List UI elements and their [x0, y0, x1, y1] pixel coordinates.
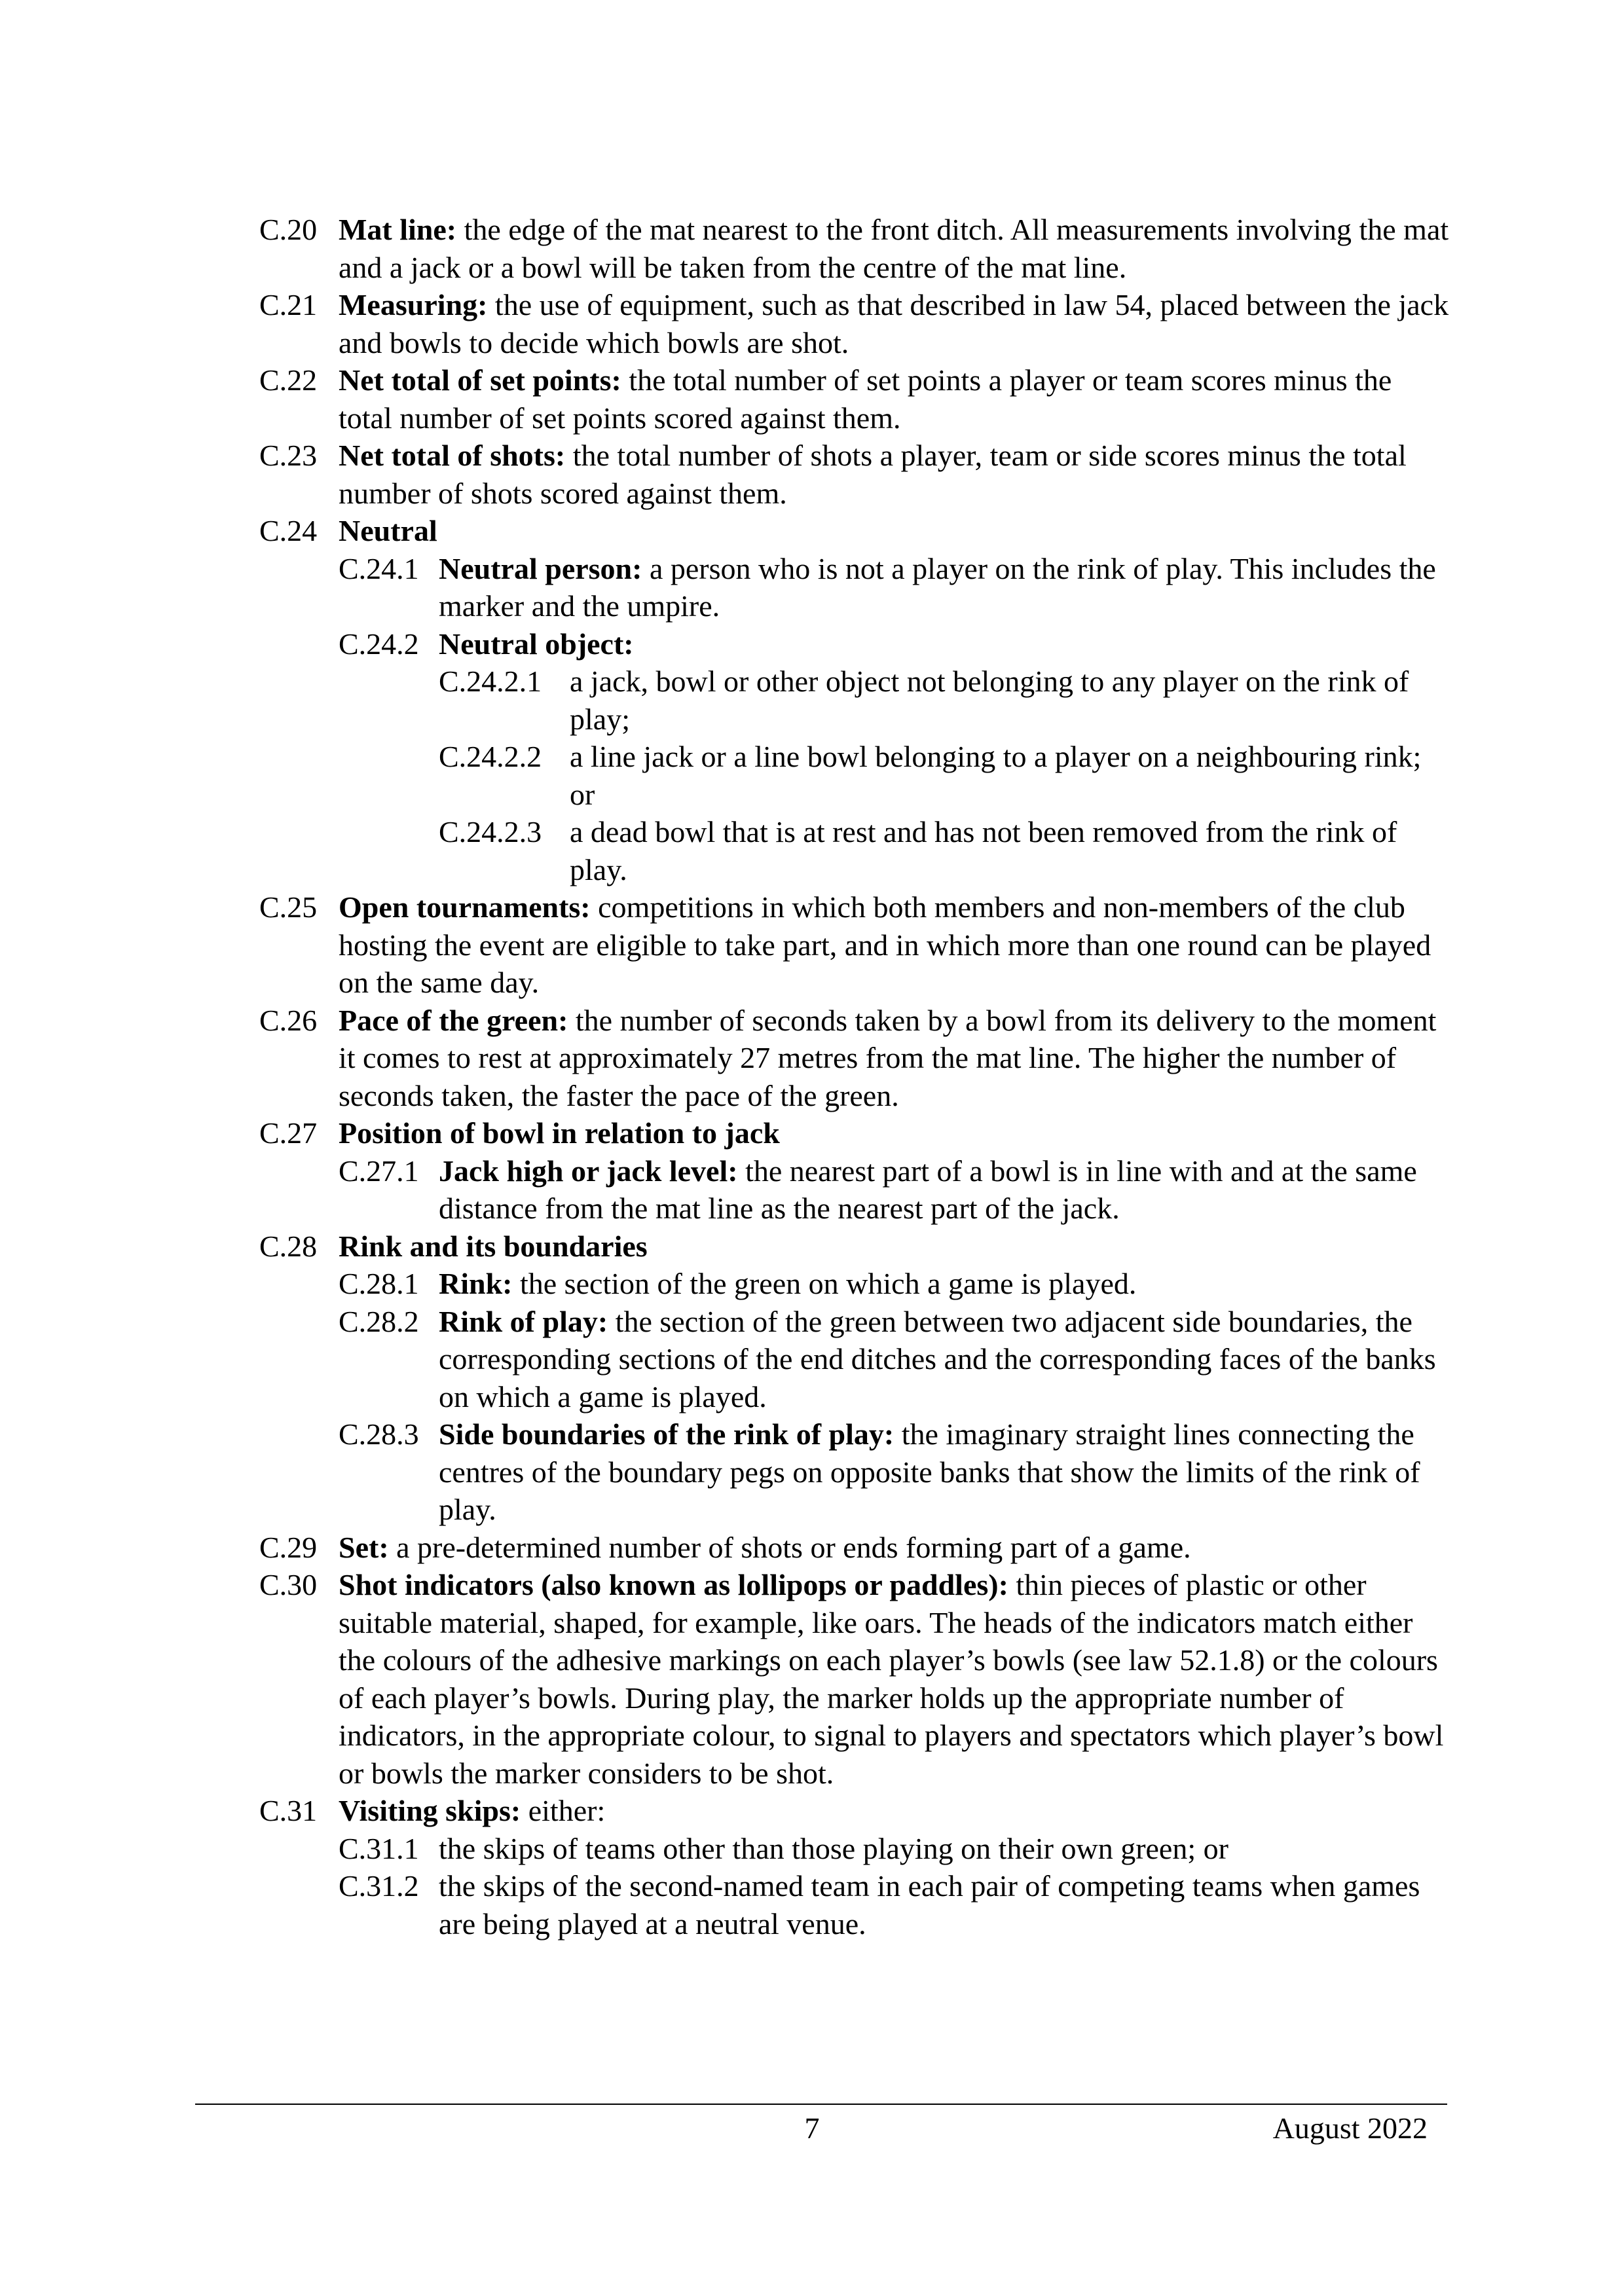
definition-text: the section of the green on which a game is played. — [519, 1267, 1137, 1300]
definition-c-31-2 — [0, 1867, 1624, 1942]
definition-c-25 — [0, 888, 1624, 1002]
clause-number: C.20 — [259, 213, 318, 246]
definition-c-28 — [0, 1228, 1624, 1266]
footer-divider — [195, 2104, 1447, 2105]
definition-c-30 — [0, 1566, 1624, 1792]
definition-text: either: — [528, 1794, 606, 1827]
definition-c-23 — [0, 437, 1624, 512]
clause-number: C.27.1 — [339, 1154, 419, 1188]
definition-term: Net total of set points: — [339, 363, 621, 397]
clause-number: C.24 — [259, 514, 318, 547]
definition-c-27-1 — [0, 1152, 1624, 1228]
clause-number: C.25 — [259, 890, 318, 924]
definition-text: the skips of teams other than those playing on their own green; or — [439, 1831, 1228, 1865]
clause-number: C.24.2.1 — [439, 665, 542, 698]
clause-number: C.24.2.2 — [439, 740, 542, 773]
definition-c-26 — [0, 1002, 1624, 1115]
definition-c-31 — [0, 1792, 1624, 1830]
definition-text: the total number of set points a player or team scores minus the total number of set points scored against them. — [339, 363, 1392, 435]
definition-c-24-2-1 — [0, 663, 1624, 738]
definition-term: Rink and its boundaries — [339, 1229, 648, 1263]
definition-term: Mat line: — [339, 213, 457, 246]
definition-term: Open tournaments: — [339, 890, 591, 924]
definition-c-21 — [0, 286, 1624, 361]
definition-term: Rink of play: — [439, 1304, 608, 1338]
definition-text: the number of seconds taken by a bowl from its delivery to the moment it comes to rest at approximately 27 metres from the mat line. The higher the number of seconds taken, the faster the pace of the green. — [339, 1003, 1437, 1112]
clause-number: C.28 — [259, 1229, 318, 1263]
definition-c-24-2-2 — [0, 738, 1624, 813]
definition-text: the skips of the second-named team in each pair of competing teams when games are being played at a neutral venue. — [439, 1869, 1420, 1941]
definition-c-31-1 — [0, 1830, 1624, 1868]
clause-number: C.24.2.3 — [439, 815, 542, 848]
clause-number: C.24.2 — [339, 627, 419, 661]
definition-term: Shot indicators (also known as lollipops or paddles): — [339, 1568, 1008, 1601]
definition-c-24 — [0, 512, 1624, 550]
definition-term: Side boundaries of the rink of play: — [439, 1417, 895, 1451]
definition-text: competitions in which both members and non-members of the club hosting the event are eligible to take part, and in which more than one round can be played on the same day. — [339, 890, 1431, 999]
definition-term: Neutral person: — [439, 551, 642, 585]
clause-number: C.27 — [259, 1116, 318, 1150]
definition-text: a jack, bowl or other object not belonging to any player on the rink of play; — [570, 665, 1409, 736]
definition-text: a dead bowl that is at rest and has not been removed from the rink of play. — [570, 815, 1397, 886]
definition-term: Pace of the green: — [339, 1003, 568, 1037]
clause-number: C.31 — [259, 1794, 318, 1827]
definition-term: Visiting skips: — [339, 1794, 521, 1827]
definition-text: thin pieces of plastic or other suitable material, shaped, for example, like oars. The heads of the indicators match either the colours of the adhesive markings on each player’s bowls (see law 52.1.8) or the colours of each player’s bowls. During play, the marker holds up the appropriate number of indicators, in the appropriate colour, to signal to players and spectators which player’s bowl or bowls the marker considers to be shot. — [339, 1568, 1444, 1790]
definition-c-27 — [0, 1114, 1624, 1152]
clause-number: C.29 — [259, 1530, 318, 1564]
definition-term: Jack high or jack level: — [439, 1154, 738, 1188]
definition-text: the total number of shots a player, team or side scores minus the total number of shots scored against them. — [339, 439, 1407, 510]
definition-text: the section of the green between two adjacent side boundaries, the corresponding sections of the end ditches and the corresponding faces of the banks on which a game is played. — [439, 1304, 1436, 1413]
definition-text: a line jack or a line bowl belonging to a player on a neighbouring rink; or — [570, 740, 1422, 811]
definition-text: the nearest part of a bowl is in line with and at the same distance from the mat line as the nearest part of the jack. — [439, 1154, 1417, 1225]
definition-text: the imaginary straight lines connecting the centres of the boundary pegs on opposite banks that show the limits of the rink of play. — [439, 1417, 1420, 1526]
definition-c-22 — [0, 361, 1624, 437]
clause-number: C.30 — [259, 1568, 318, 1601]
definition-term: Set: — [339, 1530, 389, 1564]
page-number: 7 — [804, 2111, 820, 2145]
definition-term: Neutral object: — [439, 627, 634, 661]
clause-number: C.31.2 — [339, 1869, 419, 1903]
footer-date: August 2022 — [1272, 2111, 1428, 2145]
clause-number: C.24.1 — [339, 551, 419, 585]
definition-c-28-2 — [0, 1303, 1624, 1416]
definition-term: Neutral — [339, 514, 437, 547]
definitions-list — [0, 211, 1624, 1942]
definition-text: a person who is not a player on the rink of play. This includes the marker and the umpire. — [439, 551, 1436, 623]
clause-number: C.21 — [259, 288, 318, 321]
clause-number: C.28.3 — [339, 1417, 419, 1451]
definition-c-24-2-3 — [0, 813, 1624, 888]
definition-c-28-1 — [0, 1265, 1624, 1303]
definition-c-29 — [0, 1529, 1624, 1567]
definition-text: the edge of the mat nearest to the front ditch. All measurements involving the mat and a jack or a bowl will be taken from the centre of the mat line. — [339, 213, 1449, 284]
clause-number: C.31.1 — [339, 1831, 419, 1865]
definition-term: Net total of shots: — [339, 439, 566, 472]
definition-c-28-3 — [0, 1415, 1624, 1529]
definition-c-20 — [0, 211, 1624, 286]
definition-term: Rink: — [439, 1267, 513, 1300]
clause-number: C.22 — [259, 363, 318, 397]
clause-number: C.28.1 — [339, 1267, 419, 1300]
clause-number: C.28.2 — [339, 1304, 419, 1338]
definition-term: Position of bowl in relation to jack — [339, 1116, 780, 1150]
definition-c-24-1 — [0, 550, 1624, 625]
definition-term: Measuring: — [339, 288, 488, 321]
clause-number: C.23 — [259, 439, 318, 472]
definition-text: a pre-determined number of shots or ends forming part of a game. — [396, 1530, 1191, 1564]
definition-text: the use of equipment, such as that described in law 54, placed between the jack and bowls to decide which bowls are shot. — [339, 288, 1449, 359]
clause-number: C.26 — [259, 1003, 318, 1037]
definition-c-24-2 — [0, 625, 1624, 663]
